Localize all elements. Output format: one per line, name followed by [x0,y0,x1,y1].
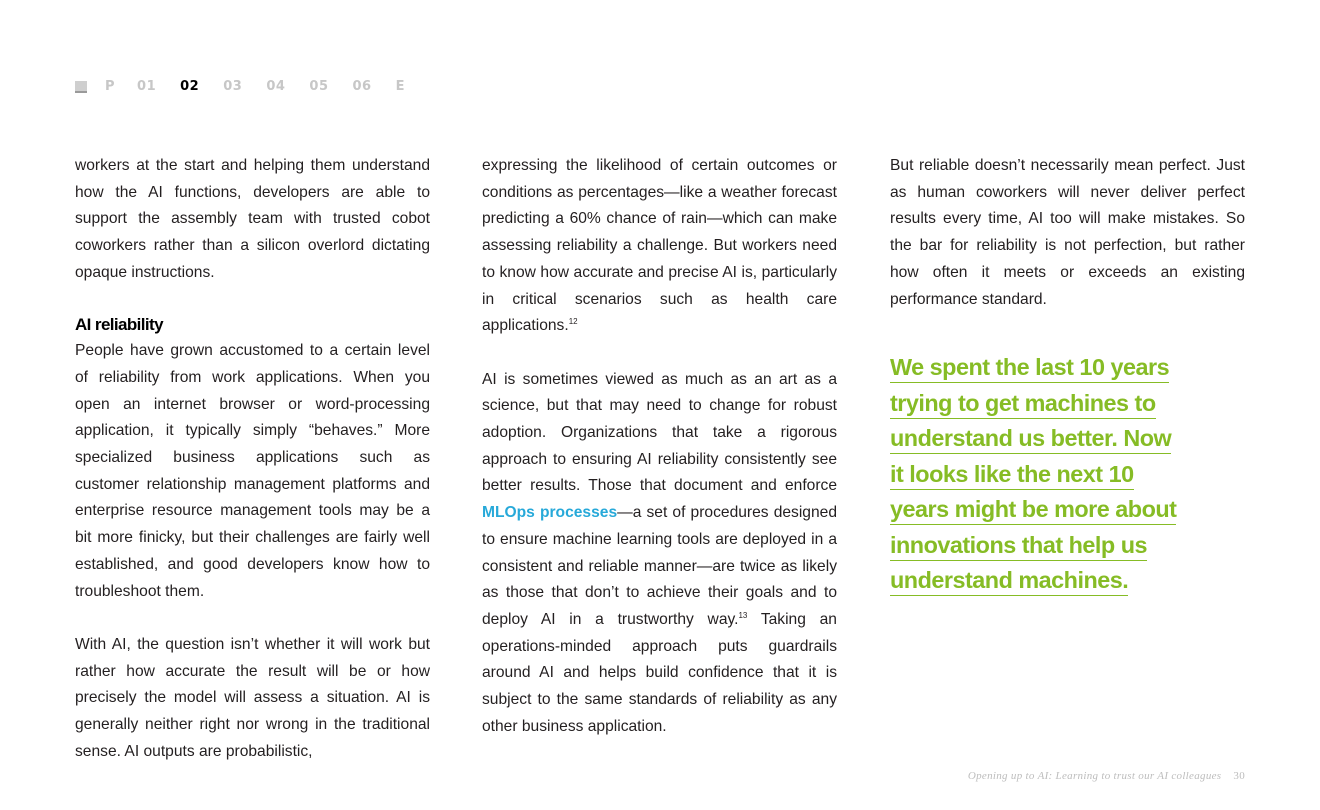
body-paragraph: workers at the start and helping them understand how the AI functions, developers are able to support the assembly team with trusted cobot coworkers rather than a silicon overlord dictating opaque instructions. [75,157,430,281]
body-paragraph: With AI, the question isn’t whether it will work but rather how accurate the result will be or how precisely the model will assess a situation. AI is generally neither right nor wrong in the traditional sense. AI outputs are probabilistic, [75,635,430,760]
footer-title: Opening up to AI: Learning to trust our AI colleagues [967,770,1222,782]
pull-quote-line: We spent the last 10 years [890,352,1169,383]
mlops-processes-link[interactable]: MLOps processes [482,504,618,522]
column-3 [890,153,1245,600]
pull-quote-line: years might be more about [890,494,1176,525]
nav-item-p[interactable]: P [105,79,116,94]
pull-quote-line: understand machines. [890,565,1128,596]
nav-item-03[interactable]: 03 [223,79,243,94]
body-paragraph: But reliable doesn’t necessarily mean perfect. Just as human coworkers will never deliver perfect results every time, AI too will make mistakes. So the bar for reliability is not perfection, but rather how often it meets or exceeds an existing performance standard. [890,157,1245,308]
endnote-ref[interactable]: 12 [568,317,578,327]
nav-item-05[interactable]: 05 [309,79,329,94]
column-2 [482,153,837,740]
pull-quote-line: trying to get machines to [890,388,1156,419]
column-1 [75,153,430,765]
nav-item-01[interactable]: 01 [137,79,157,94]
pull-quote-line: understand us better. Now [890,423,1171,454]
nav-item-04[interactable]: 04 [266,79,286,94]
pull-quote-line: innovations that help us [890,530,1147,561]
section-nav [75,79,429,94]
page-number: 30 [1233,770,1245,782]
section-heading: AI reliability [75,314,163,334]
body-paragraph: People have grown accustomed to a certain level of reliability from work applications. When you open an internet browser or word-processing application, it typically simply “behaves.” More specialized business applications such as customer relationship management platforms and enterprise resource management tools may be a bit more finicky, but their challenges are fairly well established, and good developers know how to troubleshoot them. [75,342,430,600]
endnote-ref[interactable]: 13 [738,610,748,620]
body-paragraph: expressing the likelihood of certain outcomes or conditions as percentages—like a weather forecast predicting a 60% chance of rain—which can make assessing reliability a challenge. But workers need to know how accurate and precise AI is, particularly in critical scenarios such as health care applications.$^{12}$ [482,157,837,335]
pull-quote [890,351,1190,600]
body-paragraph: AI is sometimes viewed as much as an art as a science, but that may need to change for robust adoption. Organizations that take a rigorous approach to ensuring AI reliability consistently see better results. Those that document and enforce MLOps processes—a set of procedures designed to ensure machine learning tools are deployed in a consistent and reliable manner—are twice as likely as those that don’t to achieve their goals and to deploy AI in a trustworthy way.$^{13}$ Taking an operations-minded approach puts guardrails around AI and helps build confidence that it is subject to the same standards of reliability as any other business application. [482,370,837,735]
menu-icon[interactable] [75,81,87,93]
nav-item-e[interactable]: E [395,79,405,94]
pull-quote-line: it looks like the next 10 [890,459,1134,490]
nav-item-02[interactable]: 02 [180,79,200,94]
page-footer [968,770,1245,782]
nav-item-06[interactable]: 06 [352,79,372,94]
